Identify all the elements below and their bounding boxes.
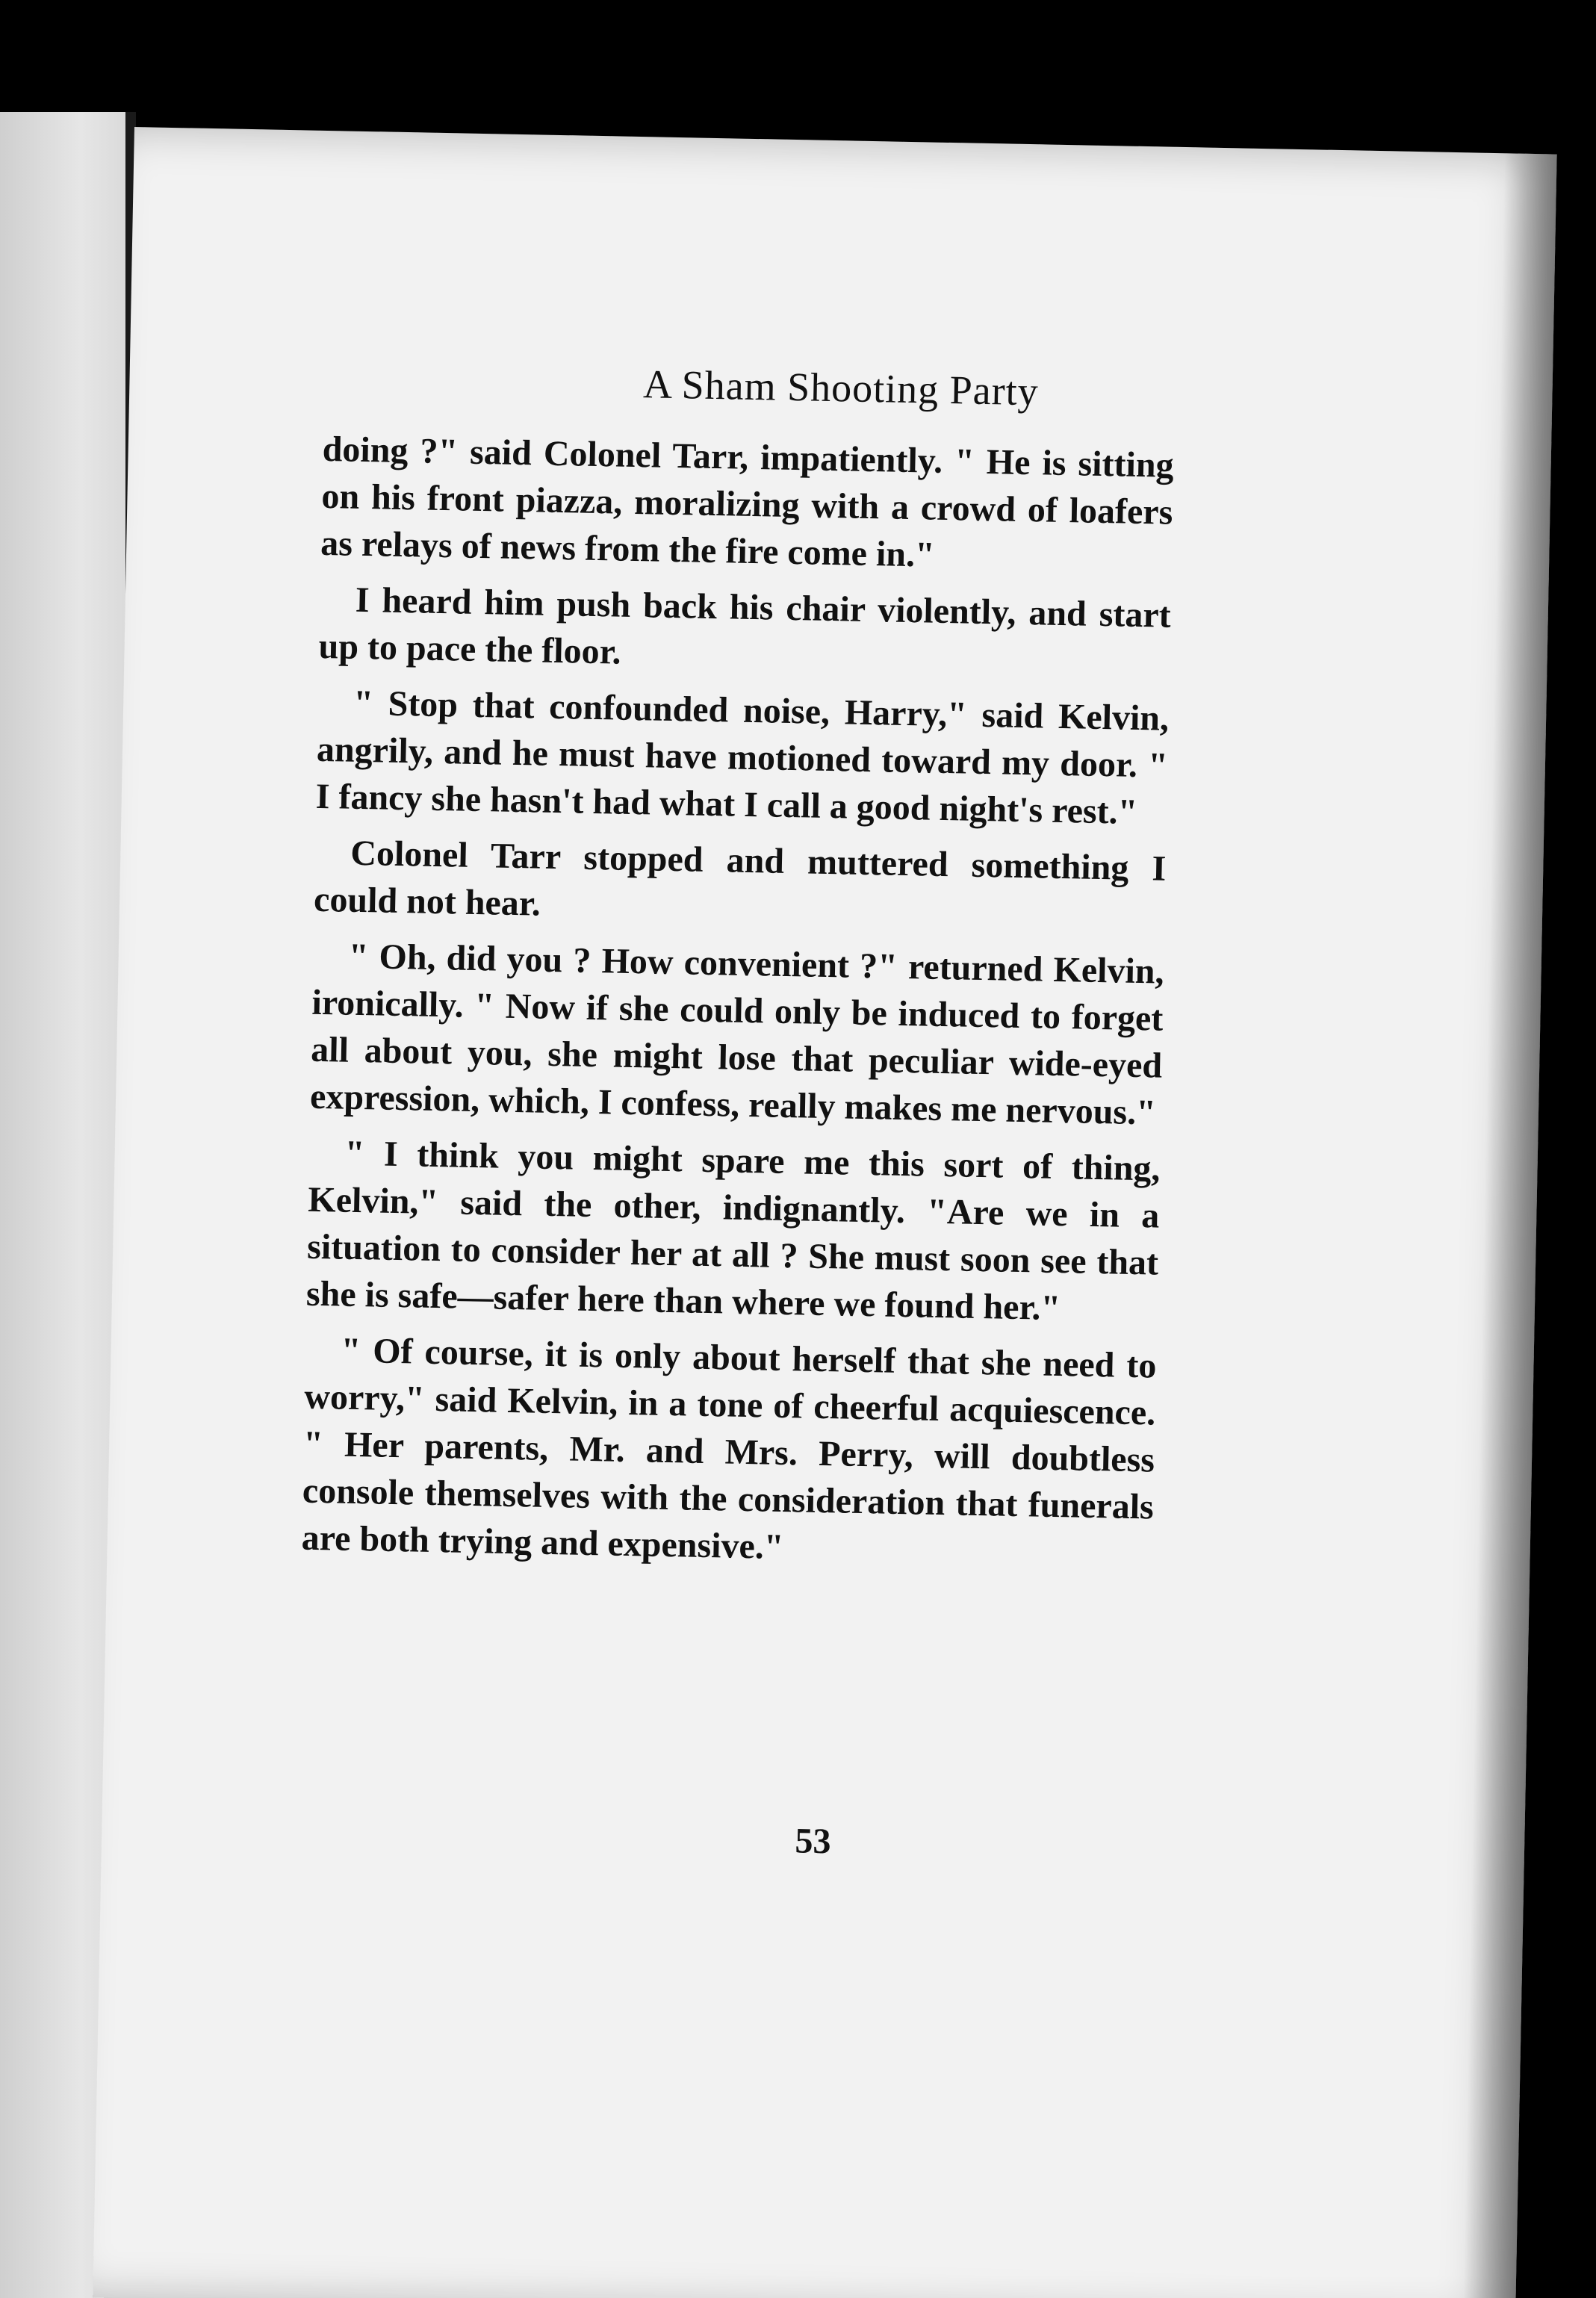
body-text: [301, 426, 1174, 1587]
page-edge-shadow: [1463, 153, 1557, 2298]
paragraph: " Stop that confounded noise, Harry," said Kelvin, angrily, and he must have motioned toward my door. " I fancy she hasn't had what I call a good night's rest.": [315, 683, 1170, 832]
paragraph: " Oh, did you ? How convenient ?" returned Kelvin, ironically. " Now if she could only be induced to forget all about you, she might lose that peculiar wide-eyed expression, which, I confess, really makes me nervous.": [309, 936, 1165, 1133]
paragraph: " I think you might spare me this sort of thing, Kelvin," said the other, indignantly. "Are we in a situation to consider her at all ? She must soon see that she is safe—safer here than where we found her.": [305, 1133, 1161, 1329]
paragraph: I heard him push back his chair violently, and start up to pace the floor.: [318, 580, 1172, 672]
paragraph: " Of course, it is only about herself that she need to worry," said Kelvin, in a tone of cheerful acquiescence. " Her parents, Mr. and Mrs. Perry, will doubtless console themselves with the consideration that funerals are both trying and expensive.": [301, 1330, 1157, 1568]
paragraph: doing ?" said Colonel Tarr, impatiently. " He is sitting on his front piazza, moralizing with a crowd of loafers as relays of news from the fire come in.": [320, 429, 1175, 575]
page-number: 53: [795, 1821, 832, 1862]
running-head: A Sham Shooting Party: [642, 361, 1040, 414]
paragraph: Colonel Tarr stopped and muttered something I could not hear.: [313, 833, 1167, 924]
book-page: [93, 127, 1556, 2298]
